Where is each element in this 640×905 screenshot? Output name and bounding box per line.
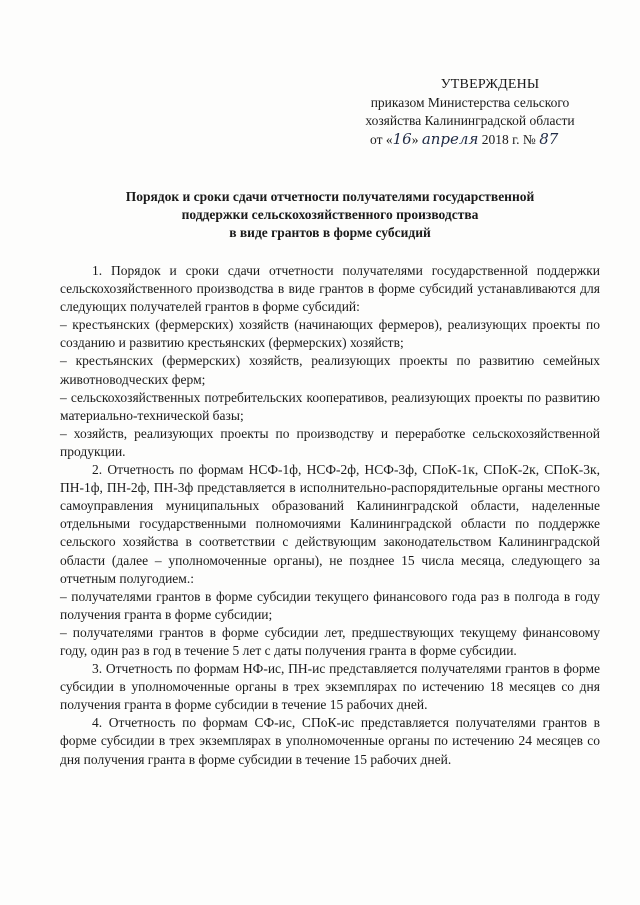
- date-prefix: от «: [370, 132, 393, 147]
- bullet-6: – получателями грантов в форме субсидии лет, предшествующих текущему финансовому году, один раз в год в течение 5 лет с даты получения гранта в форме субсидии.: [60, 624, 600, 658]
- approval-heading: УТВЕРЖДЕНЫ: [440, 77, 540, 92]
- bullet-3: – сельскохозяйственных потребительских кооперативов, реализующих проекты по развитию материально-технической базы;: [60, 389, 600, 423]
- paragraph-3: 3. Отчетность по формам НФ-ис, ПН-ис представляется получателями грантов в форме субсидии в уполномоченные органы в трех экземплярах по истечению 18 месяцев со дня получения гранта в форме субсидии в течение 15 рабочих дней.: [60, 661, 600, 713]
- handwritten-month: апреля: [421, 130, 479, 148]
- handwritten-day: 16: [392, 130, 412, 148]
- approval-line-2: хозяйства Калининградской области: [365, 113, 575, 128]
- document-title: [60, 188, 600, 242]
- paragraph-4: 4. Отчетность по формам СФ-ис, СПоК-ис представляется получателями грантов в форме субсидии в трех экземплярах в уполномоченные органы по истечению 24 месяцев со дня получения гранта в форме субсидии в течение 15 рабочих дней.: [60, 715, 600, 767]
- paragraph-1: 1. Порядок и сроки сдачи отчетности получателями государственной поддержки сельскохозяйственного производства в виде грантов в форме субсидий устанавливаются для следующих получателей грантов в форме субсидий:: [60, 263, 600, 315]
- title-line-1: Порядок и сроки сдачи отчетности получателями государственной: [125, 189, 535, 204]
- handwritten-number: 87: [539, 130, 559, 148]
- date-year: 2018 г. №: [481, 132, 536, 147]
- title-line-3: в виде грантов в форме субсидий: [229, 225, 431, 240]
- bullet-4: – хозяйств, реализующих проекты по производству и переработке сельскохозяйственной продукции.: [60, 425, 600, 459]
- approval-block: [330, 76, 610, 149]
- approval-line-1: приказом Министерства сельского: [370, 95, 570, 110]
- paragraph-2: 2. Отчетность по формам НСФ-1ф, НСФ-2ф, НСФ-3ф, СПоК-1к, СПоК-2к, СПоК-3к, ПН-1ф, ПН-2ф, ПН-3ф представляется в исполнительно-распорядительные органы местного самоуправления муниципальных образований Калининградской области, наделенные отдельными государственными полномочиями Калининградской области по поддержке сельского хозяйства в соответствии с действующим законодательством Калининградской области (далее – уполномоченные органы), не позднее 15 числа месяца, следующего за отчетным полугодием.:: [60, 462, 600, 586]
- approval-date-line: [370, 130, 610, 149]
- title-line-2: поддержки сельскохозяйственного производства: [181, 207, 479, 222]
- bullet-2: – крестьянских (фермерских) хозяйств, реализующих проекты по развитию семейных животноводческих ферм;: [60, 353, 600, 387]
- bullet-5: – получателями грантов в форме субсидии текущего финансового года раз в полгода в году получения гранта в форме субсидии;: [60, 588, 600, 622]
- document-body: [60, 262, 600, 769]
- date-mid: »: [411, 132, 419, 147]
- bullet-1: – крестьянских (фермерских) хозяйств (начинающих фермеров), реализующих проекты по созданию и развитию крестьянских (фермерских) хозяйств;: [60, 317, 600, 351]
